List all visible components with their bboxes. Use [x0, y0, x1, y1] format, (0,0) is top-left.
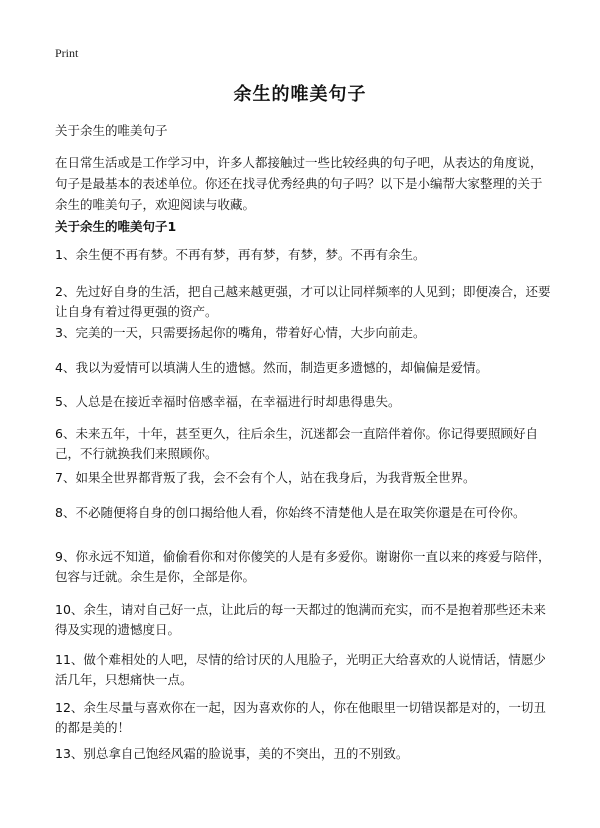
page-title: 余生的唯美句子	[233, 84, 367, 105]
list-item: 11、做个难相处的人吧，尽情的给讨厌的人甩脸子，光明正大给喜欢的人说情话，情愿少活几年，只想痛快一点。	[55, 652, 546, 687]
list-item: 10、余生，请对自己好一点，让此后的每一天都过的饱满而充实，而不是抱着那些还未来得及实现的遗憾度日。	[55, 602, 546, 637]
intro-paragraph: 在日常生活或是工作学习中，许多人都接触过一些比较经典的句子吧，从表达的角度说，句子是最基本的表述单位。你还在找寻优秀经典的句子吗？以下是小编帮大家整理的关于余生的唯美句子，欢迎阅读与收藏。	[55, 155, 543, 212]
list-item: 5、人总是在接近幸福时倍感幸福，在幸福进行时却患得患失。	[55, 394, 401, 409]
list-item: 9、你永远不知道，偷偷看你和对你傻笑的人是有多爱你。谢谢你一直以来的疼爱与陪伴，包容与迁就。余生是你，全部是你。	[55, 549, 551, 584]
list-item: 12、余生尽量与喜欢你在一起，因为喜欢你的人，你在他眼里一切错误都是对的，一切丑的都是美的！	[55, 700, 546, 735]
list-item: 6、未来五年，十年，甚至更久，往后余生，沉迷都会一直陪伴着你。你记得要照顾好自己，不行就换我们来照顾你。	[55, 426, 538, 461]
list-item: 1、余生便不再有梦。不再有梦，再有梦，有梦，梦。不再有余生。	[55, 247, 426, 262]
print-link[interactable]: Print	[55, 46, 79, 60]
section-heading: 关于余生的唯美句子1	[55, 219, 177, 234]
list-item: 7、如果全世界都背叛了我，会不会有个人，站在我身后，为我背叛全世界。	[55, 470, 476, 485]
list-item: 2、先过好自身的生活，把自己越来越更强，才可以让同样频率的人见到；即便凑合，还要让自身有着过得更强的资产。	[55, 284, 551, 319]
list-item: 4、我以为爱情可以填满人生的遗憾。然而，制造更多遗憾的，却偏偏是爱情。	[55, 360, 488, 375]
list-item: 3、完美的一天，只需要扬起你的嘴角，带着好心情，大步向前走。	[55, 325, 426, 340]
article-subtitle: 关于余生的唯美句子	[55, 123, 168, 138]
list-item: 8、不必随便将自身的创口揭给他人看，你始终不清楚他人是在取笑你還是在可伶你。	[55, 505, 526, 520]
list-item: 13、别总拿自己饱经风霜的脸说事，美的不突出，丑的不别致。	[55, 746, 409, 761]
